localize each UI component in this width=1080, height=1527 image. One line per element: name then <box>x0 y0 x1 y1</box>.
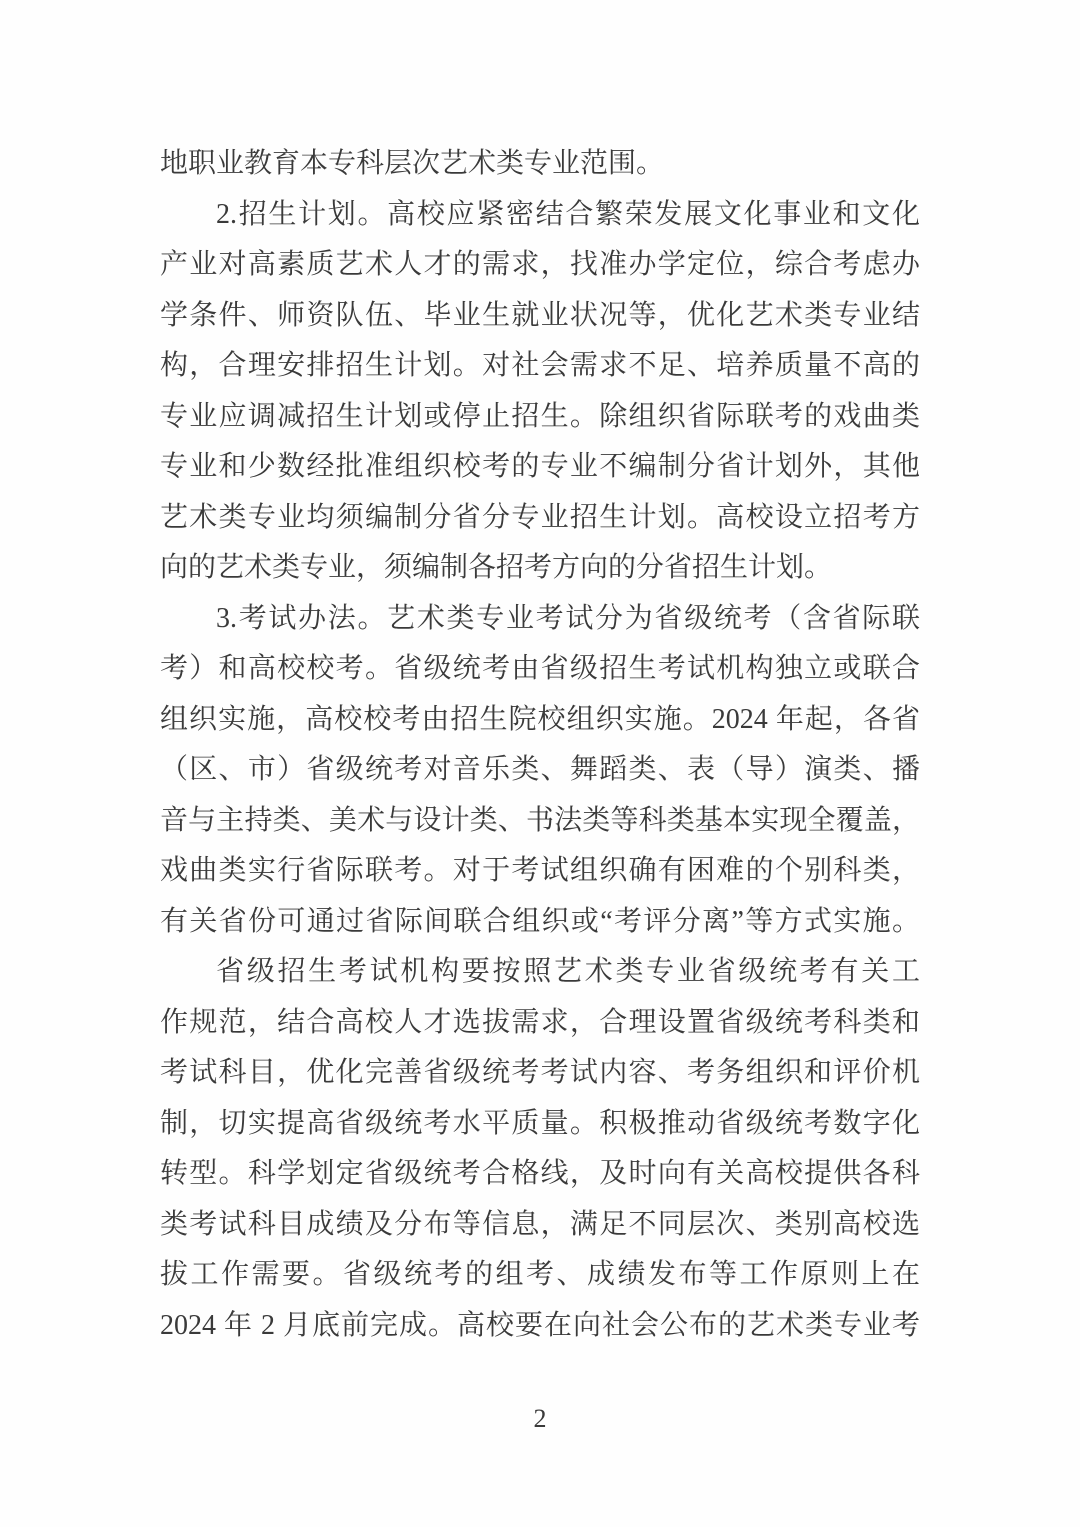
page-footer <box>0 1404 1080 1434</box>
text-line: 戏曲类实行省际联考。对于考试组织确有困难的个别科类， <box>160 855 920 886</box>
text-line: 构，合理安排招生计划。对社会需求不足、培养质量不高的 <box>160 350 920 381</box>
text-line: 制，切实提高省级统考水平质量。积极推动省级统考数字化 <box>160 1107 920 1139</box>
text-line-paragraph-start: 3.考试办法。艺术类专业考试分为省级统考（含省际联 <box>216 602 920 634</box>
document-body <box>160 139 920 1351</box>
text-line: 产业对高素质艺术人才的需求，找准办学定位，综合考虑办 <box>160 249 920 280</box>
text-line: 考试科目，优化完善省级统考考试内容、考务组织和评价机 <box>160 1057 920 1088</box>
text-line: （区、市）省级统考对音乐类、舞蹈类、表（导）演类、播 <box>160 754 920 785</box>
text-line-paragraph-start: 2.招生计划。高校应紧密结合繁荣发展文化事业和文化 <box>216 198 920 230</box>
text-line: 有关省份可通过省际间联合组织或“考评分离”等方式实施。 <box>160 905 920 937</box>
text-line: 地职业教育本专科层次艺术类专业范围。 <box>160 148 665 179</box>
text-line: 学条件、师资队伍、毕业生就业状况等，优化艺术类专业结 <box>160 299 920 331</box>
text-line: 专业应调减招生计划或停止招生。除组织省际联考的戏曲类 <box>160 400 920 432</box>
text-line: 拔工作需要。省级统考的组考、成绩发布等工作原则上在 <box>160 1259 920 1290</box>
text-line: 艺术类专业均须编制分省分专业招生计划。高校设立招考方 <box>160 501 920 533</box>
text-line: 考）和高校校考。省级统考由省级招生考试机构独立或联合 <box>160 653 920 684</box>
text-line: 音与主持类、美术与设计类、书法类等科类基本实现全覆盖， <box>160 804 920 836</box>
text-line: 转型。科学划定省级统考合格线，及时向有关高校提供各科 <box>160 1158 920 1189</box>
text-line: 组织实施，高校校考由招生院校组织实施。2024 年起，各省 <box>160 703 920 735</box>
text-line: 类考试科目成绩及分布等信息，满足不同层次、类别高校选 <box>160 1208 920 1240</box>
page-number: 2 <box>533 1404 547 1433</box>
text-line: 专业和少数经批准组织校考的专业不编制分省计划外，其他 <box>160 451 920 482</box>
text-line: 向的艺术类专业，须编制各招考方向的分省招生计划。 <box>160 552 833 583</box>
text-line: 2024 年 2 月底前完成。高校要在向社会公布的艺术类专业考 <box>160 1309 920 1341</box>
text-line: 作规范，结合高校人才选拔需求，合理设置省级统考科类和 <box>160 1006 920 1038</box>
text-line-paragraph-start: 省级招生考试机构要按照艺术类专业省级统考有关工 <box>216 956 920 987</box>
